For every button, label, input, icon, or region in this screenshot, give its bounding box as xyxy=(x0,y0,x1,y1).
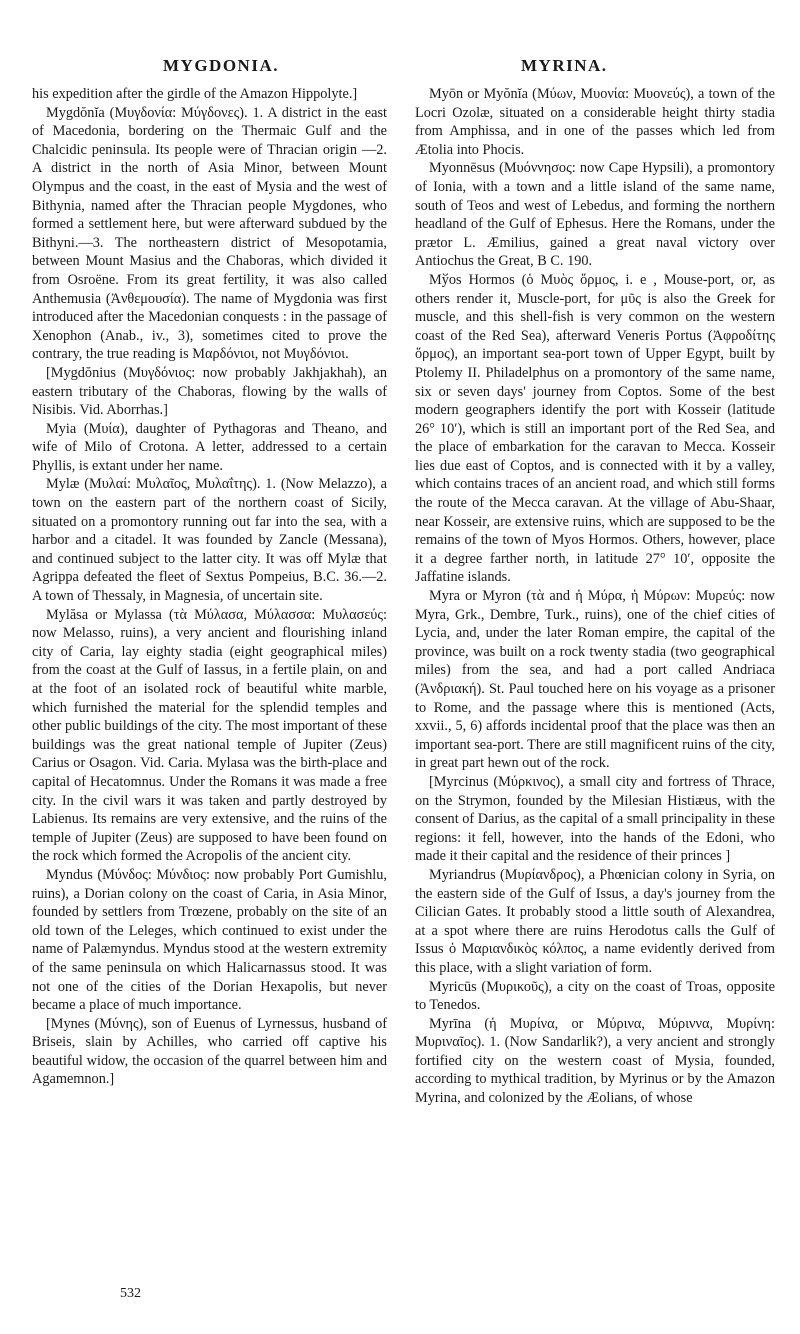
left-column xyxy=(32,85,387,1089)
entry-myrcinus: [Myrcinus (Μύρκινος), a small city and fortress of Thrace, on the Strymon, founded by the Milesian Histiæus, with the consent of Darius, as the capital of a small principality in these regions: it fell, however, into the hands of the Edoni, who made it their capital and the residence of their princes ] xyxy=(415,773,775,865)
entry-myia: Myia (Μυία), daughter of Pythagoras and Theano, and wife of Milo of Crotona. A letter, addressed to a certain Phyllis, is extant under her name. xyxy=(32,420,387,474)
entry-continuation: his expedition after the girdle of the Amazon Hippolyte.] xyxy=(32,86,358,102)
entry-mylasa: Mylăsa or Mylassa (τὰ Μύλασα, Μύλασσα: Μυλασεύς: now Melasso, ruins), a very ancient and flourishing inland city of Caria, lay eighty stadia (eight geographical miles) from the coast at the Gulf of Iassus, in a fertile plain, on and at the foot of an isolated rock of beautiful white marble, which furnished the material for the splendid temples and other public buildings of the city. The most important of these buildings was the great national temple of Jupiter (Zeus) Carius or Osagon. Vid. Caria. Mylasa was the birth-place and capital of Hecatomnus. Under the Romans it was made a free city. In the civil wars it was taken and partly destroyed by Labienus. Its remains are very extensive, and the ruins of the temple of Jupiter (Zeus) are supposed to have been found on the rock which formed the Acropolis of the ancient city. xyxy=(32,606,387,865)
running-head-right: MYRINA. xyxy=(521,56,608,75)
right-column xyxy=(415,85,775,1108)
entry-myrina: Myrīna (ἡ Μυρίνα, or Μύρινα, Μύριννα, Μυρίνη: Μυριναῖος). 1. (Now Sandarlik?), a very ancient and strongly fortified city on the western coast of Mysia, founded, according to mythical tradition, by Myrinus or by the Amazon Myrina, and colonized by the Æolians, of whose xyxy=(415,1015,775,1107)
entry-myricus: Myricūs (Μυρικοῦς), a city on the coast of Troas, opposite to Tenedos. xyxy=(415,978,775,1014)
entry-myra: Myra or Myron (τὰ and ἡ Μύρα, ἡ Μύρων: Μυρεύς: now Myra, Grk., Dembre, Turk., ruins), one of the chief cities of Lycia, and, under the later Roman empire, the capital of the province, was built on a rock twenty stadia (two geographical miles) from the sea, and had a port called Andriaca (Ἀνδριακή). St. Paul touched here on his voyage as a prisoner to Rome, and the passage where this is mentioned (Acts, xxvii., 5, 6) affords incidental proof that the place was then an important sea-port. There are still magnificent ruins of the city, in great part hewn out of the rock. xyxy=(415,588,775,772)
entry-myonnesus: Myonnēsus (Μυόννησος: now Cape Hypsili), a promontory of Ionia, with a town and a little island of the same name, south of Teos and west of Lebedus, and forming the northern headland of the Gulf of Ephesus. Here the Romans, under the prætor L. Æmilius, gained a great naval victory over Antiochus the Great, B C. 190. xyxy=(415,160,775,270)
entry-myriandrus: Myriandrus (Μυρίανδρος), a Phœnician colony in Syria, on the eastern side of the Gulf of Issus, a day's journey from the Cilician Gates. It probably stood a little south of Alexandrea, at a spot where there are ruins Herodotus calls the Gulf of Issus ὁ Μαριανδικὸς κόλπος, a name evidently derived from this place, with a slight variation of form. xyxy=(415,866,775,976)
page-number: 532 xyxy=(120,1286,141,1301)
entry-mygdonius: [Mygdŏnius (Μυγδόνιος: now probably Jakhjakhah), an eastern tributary of the Chaboras, flowing by the walls of Nisibis. Vid. Aborrhas.] xyxy=(32,364,387,419)
entry-myos-hormos: Mўos Hormos (ὁ Μυὸς ὅρμος, i. e , Mouse-port, or, as others render it, Muscle-port, for μῦς is also the Greek for muscle, and this shell-fish is very common on the western coast of the Red Sea), afterward Veneris Portus (Ἀφροδίτης ὅρμος), an important sea-port town of Upper Egypt, built by Ptolemy II. Philadelphus on a promontory of the same name, six or seven days' journey from Coptos. Some of the best modern geographers identify the port with Kosseir (latitude 26° 10′), which is still an important port of the Red Sea, and the place of embarkation for the caravan to Mecca. Kosseir lies due east of Coptos, and is connected with it by a valley, which contains traces of an ancient road, and which still forms the route of the Mecca caravan. At the village of Abu-Shaar, near Kosseir, are extensive ruins, which are supposed to be the remains of the town of Myos Hormos. Others, however, place it a degree farther north, in latitude 27° 10′, opposite the Jaffatine islands. xyxy=(415,271,775,586)
entry-myon: Myōn or Myŏnĭa (Μύων, Μυονία: Μυονεύς), a town of the Locri Ozolæ, situated on a considerable height thirty stadia from Amphissa, and in one of the passes which led from Ætolia into Phocis. xyxy=(415,86,775,158)
entry-mygdonia: Mygdŏnĭa (Μυγδονία: Μύγδονες). 1. A district in the east of Macedonia, bordering on the Thermaic Gulf and the Chalcidic peninsula. Its people were of Thracian origin —2. A district in the north of Asia Minor, between Mount Olympus and the coast, in the east of Mysia and the west of Bithynia, named after the Thracian people Mygdones, who formed a settlement here, but were afterward subdued by the Bithyni.—3. The northeastern district of Mesopotamia, between Mount Masius and the Chaboras, which divided it from Osroëne. From its great fertility, it was also called Anthemusia (Ἀνθεμουσία). The name of Mygdonia was first introduced after the Macedonian conquests : in the passage of Xenophon (Anab., iv., 3), sometimes cited to prove the contrary, the true reading is Μαρδόνιοι, not Μυγδόνιοι. xyxy=(32,104,387,363)
entry-mylae: Mylæ (Μυλαί: Μυλαῖος, Μυλαΐτης). 1. (Now Melazzo), a town on the eastern part of the northern coast of Sicily, situated on a promontory running out far into the sea, with a harbor and a citadel. It was founded by Zancle (Messana), and continued subject to the latter city. It was off Mylæ that Agrippa defeated the fleet of Sextus Pompeius, B.C. 36.—2. A town of Thessaly, in Magnesia, of uncertain site. xyxy=(32,476,387,605)
running-head-left: MYGDONIA. xyxy=(163,56,279,75)
entry-myndus: Myndus (Μύνδος: Μύνδιος: now probably Port Gumishlu, ruins), a Dorian colony on the coast of Caria, in Asia Minor, founded by settlers from Trœzene, probably on the site of an old town of the Leleges, which continued to exist under the name of Palæmyndus. Myndus stood at the western extremity of the same peninsula on which Halicarnassus stood. It was not one of the cities of the Dorian Hexapolis, but never became a place of much importance. xyxy=(32,866,387,1014)
entry-mynes: [Mynes (Μύνης), son of Euenus of Lyrnessus, husband of Briseis, slain by Achilles, who carried off captive his beautiful widow, the occasion of the quarrel between him and Agamemnon.] xyxy=(32,1015,387,1088)
